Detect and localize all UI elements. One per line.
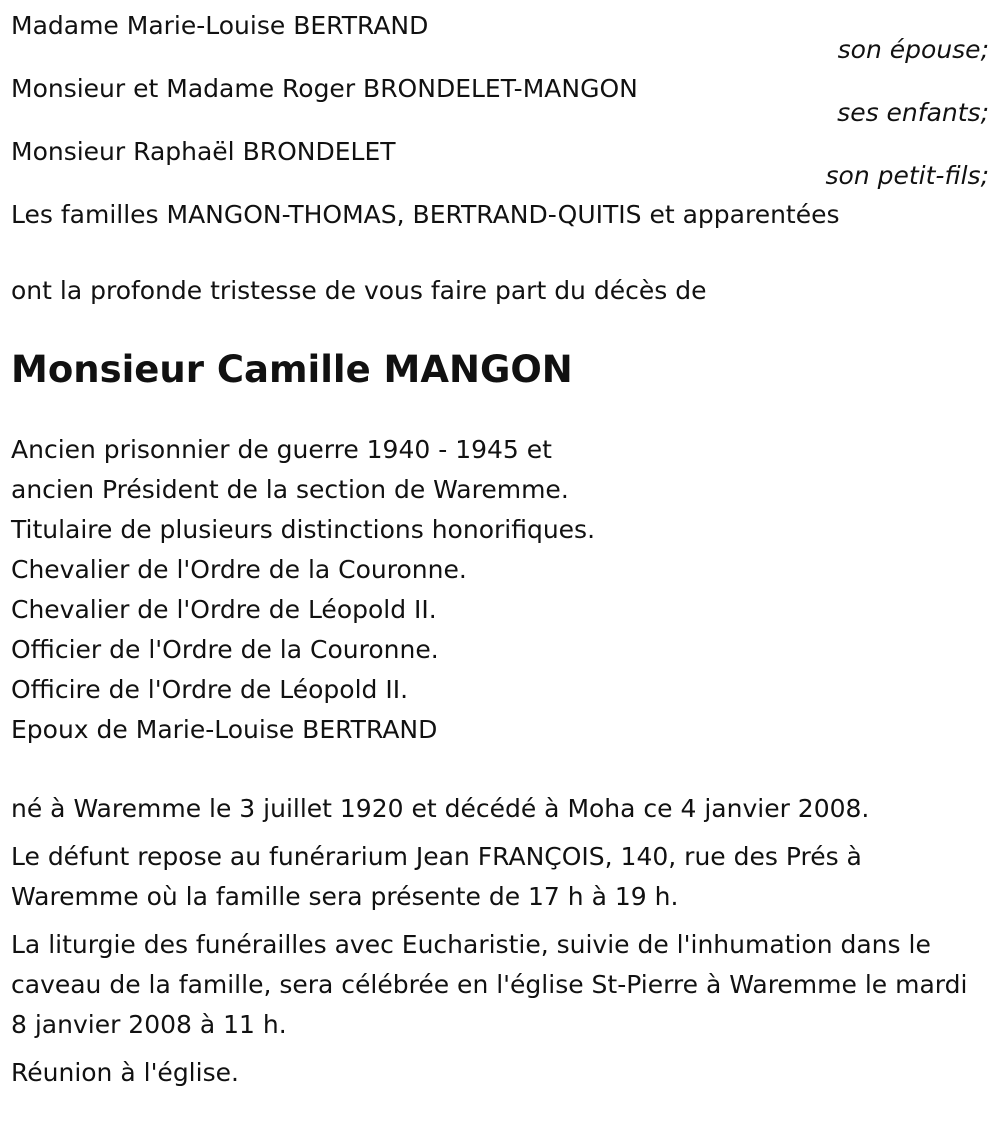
title-line: Officire de l'Ordre de Léopold II. bbox=[11, 675, 409, 704]
family-member-role: son épouse; bbox=[837, 35, 989, 64]
related-families: Les familles MANGON-THOMAS, BERTRAND-QUITIS et apparentées bbox=[11, 200, 840, 229]
title-line: Epoux de Marie-Louise BERTRAND bbox=[11, 715, 438, 744]
deceased-titles bbox=[11, 430, 989, 750]
family-member-name: Monsieur et Madame Roger BRONDELET-MANGON bbox=[11, 74, 638, 103]
family-member-spouse bbox=[11, 6, 989, 69]
gathering-info: Réunion à l'église. bbox=[11, 1058, 239, 1087]
deceased-name: Monsieur Camille MANGON bbox=[11, 348, 573, 391]
family-member-role: ses enfants; bbox=[837, 98, 989, 127]
family-member-children bbox=[11, 69, 989, 132]
funerarium-info: Le défunt repose au funérarium Jean FRANÇOIS, 140, rue des Prés à Waremme où la famille sera présente de 17 h à 19 h. bbox=[11, 842, 862, 911]
obituary-notice bbox=[11, 6, 989, 1093]
title-line: Titulaire de plusieurs distinctions honorifiques. bbox=[11, 515, 596, 544]
title-line: Chevalier de l'Ordre de la Couronne. bbox=[11, 555, 467, 584]
liturgy-info: La liturgie des funérailles avec Eucharistie, suivie de l'inhumation dans le caveau de la famille, sera célébrée en l'église St-Pierre à Waremme le mardi 8 janvier 2008 à 11 h. bbox=[11, 930, 968, 1039]
title-line: Chevalier de l'Ordre de Léopold II. bbox=[11, 595, 437, 624]
family-member-name: Madame Marie-Louise BERTRAND bbox=[11, 11, 429, 40]
title-line: Officier de l'Ordre de la Couronne. bbox=[11, 635, 439, 664]
title-line: ancien Président de la section de Waremme. bbox=[11, 475, 569, 504]
family-member-name: Monsieur Raphaël BRONDELET bbox=[11, 137, 396, 166]
title-line: Ancien prisonnier de guerre 1940 - 1945 et bbox=[11, 435, 552, 464]
announcement-intro: ont la profonde tristesse de vous faire part du décès de bbox=[11, 276, 707, 305]
family-member-grandson bbox=[11, 132, 989, 195]
birth-death-dates: né à Waremme le 3 juillet 1920 et décédé à Moha ce 4 janvier 2008. bbox=[11, 794, 870, 823]
family-member-role: son petit-fils; bbox=[825, 161, 989, 190]
